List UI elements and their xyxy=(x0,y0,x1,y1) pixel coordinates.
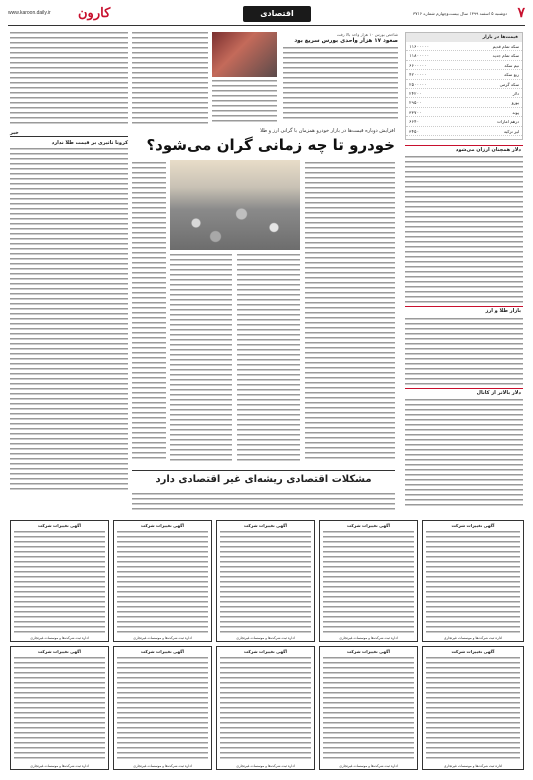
news-kicker: شاخص بورس ۱۰ هزار واحد بالا رفت xyxy=(336,32,398,37)
market-row: سکه گرمی ۲۵۰۰۰۰۰ xyxy=(406,80,522,89)
market-row: دلار ۲۴۲۰۰ xyxy=(406,89,522,98)
article-text xyxy=(170,254,232,462)
ad-text xyxy=(323,531,414,633)
right-column xyxy=(405,145,523,510)
ad-box[interactable] xyxy=(216,646,315,770)
car-market-photo xyxy=(170,160,300,250)
news-photo xyxy=(212,32,277,77)
ad-box[interactable] xyxy=(319,520,418,642)
ad-footer: اداره ثبت شرکت‌ها و موسسات غیرتجاری xyxy=(339,763,398,768)
ad-footer: اداره ثبت شرکت‌ها و موسسات غیرتجاری xyxy=(133,763,192,768)
ad-text xyxy=(14,657,105,761)
side-title-1: کرونا تاثیری بر قیمت طلا ندارد xyxy=(51,140,128,147)
secondary-headline[interactable]: مشکلات اقتصادی ریشه‌ای غیر اقتصادی دارد xyxy=(155,474,372,485)
article-text xyxy=(305,162,395,462)
ad-box[interactable] xyxy=(216,520,315,642)
article-text xyxy=(10,148,128,493)
ad-box[interactable] xyxy=(113,646,212,770)
ad-box[interactable] xyxy=(10,520,109,642)
ad-footer: اداره ثبت شرکت‌ها و موسسات غیرتجاری xyxy=(236,635,295,640)
ad-text xyxy=(14,531,105,633)
market-row: ربع سکه ۴۲۰۰۰۰۰ xyxy=(406,70,522,79)
article-text xyxy=(132,162,166,462)
market-prices-table xyxy=(405,32,523,140)
left-top-column xyxy=(10,32,128,127)
right-box-title-1: دلار همچنان ارزان می‌شود xyxy=(405,145,523,154)
ad-text xyxy=(426,657,520,761)
article-text xyxy=(283,47,398,119)
market-row: سکه تمام جدید ۱۱۸۰۰۰۰۰ xyxy=(406,51,522,60)
ad-title: آگهی تغییرات شرکت xyxy=(141,523,184,528)
right-box-title-2: بازار طلا و ارز xyxy=(405,306,523,315)
market-row: سکه تمام قدیم ۱۱۶۰۰۰۰۰ xyxy=(406,42,522,51)
ad-title: آگهی تغییرات شرکت xyxy=(38,523,81,528)
ad-footer: اداره ثبت شرکت‌ها و موسسات غیرتجاری xyxy=(443,763,503,768)
top-news-left xyxy=(132,32,277,124)
article-text xyxy=(405,399,523,509)
ad-title: آگهی تغییرات شرکت xyxy=(347,649,390,654)
ad-box[interactable] xyxy=(113,520,212,642)
ad-box[interactable] xyxy=(422,520,524,642)
right-box-title-3: دلار بالاتر از کانال xyxy=(405,388,523,397)
ad-title: آگهی تغییرات شرکت xyxy=(244,523,287,528)
ad-footer: اداره ثبت شرکت‌ها و موسسات غیرتجاری xyxy=(30,635,89,640)
article-text xyxy=(132,32,208,124)
article-text xyxy=(212,80,277,124)
main-kicker: افزایش دوباره قیمت‌ها در بازار خودرو همزمان با گرانی ارز و طلا xyxy=(260,128,395,134)
ad-box[interactable] xyxy=(10,646,109,770)
top-news-right xyxy=(283,32,398,124)
ad-title: آگهی تغییرات شرکت xyxy=(347,523,390,528)
ad-box[interactable] xyxy=(422,646,524,770)
market-row: درهم امارات ۶۶۴۰ xyxy=(406,117,522,126)
ad-footer: اداره ثبت شرکت‌ها و موسسات غیرتجاری xyxy=(339,635,398,640)
ad-text xyxy=(426,531,520,633)
classified-ads xyxy=(10,520,524,772)
newspaper-logo: کارون xyxy=(78,6,111,21)
dateline: دوشنبه ۵ اسفند ۱۳۹۹ سال بیست‌وچهارم شماره ۳۷۱۶ xyxy=(413,11,507,16)
ad-footer: اداره ثبت شرکت‌ها و موسسات غیرتجاری xyxy=(133,635,192,640)
article-text xyxy=(132,493,395,513)
ad-text xyxy=(220,531,311,633)
side-title-2: خبر xyxy=(10,130,19,136)
market-row: لیر ترکیه ۳۴۵۰ xyxy=(406,127,522,136)
ad-title: آگهی تغییرات شرکت xyxy=(38,649,81,654)
secondary-story xyxy=(132,470,395,490)
divider xyxy=(10,136,128,137)
ad-text xyxy=(117,657,208,761)
ad-text xyxy=(220,657,311,761)
news-headline[interactable]: صعود ۱۷ هزار واحدی بورس سریع بود xyxy=(294,38,398,44)
ad-box[interactable] xyxy=(319,646,418,770)
ad-title: آگهی تغییرات شرکت xyxy=(451,523,495,528)
article-text xyxy=(405,318,523,388)
market-title: قیمت‌ها در بازار xyxy=(406,33,522,42)
main-headline[interactable]: خودرو تا چه زمانی گران می‌شود؟ xyxy=(146,136,395,154)
market-row: یورو ۲۹۵۰۰ xyxy=(406,98,522,107)
article-text xyxy=(237,254,300,462)
page-header xyxy=(8,4,525,26)
page-number: ۷ xyxy=(517,5,525,21)
ad-title: آگهی تغییرات شرکت xyxy=(451,649,495,654)
article-text xyxy=(10,32,128,127)
site-url[interactable]: www.karoon.daily.ir xyxy=(8,10,51,16)
ad-text xyxy=(117,531,208,633)
ad-footer: اداره ثبت شرکت‌ها و موسسات غیرتجاری xyxy=(236,763,295,768)
article-text xyxy=(405,156,523,306)
market-row: پوند ۳۳۷۰۰ xyxy=(406,108,522,117)
ad-text xyxy=(323,657,414,761)
ad-footer: اداره ثبت شرکت‌ها و موسسات غیرتجاری xyxy=(443,635,503,640)
market-row: نیم سکه ۶۶۰۰۰۰۰ xyxy=(406,61,522,70)
left-column xyxy=(10,130,128,510)
ad-title: آگهی تغییرات شرکت xyxy=(141,649,184,654)
ad-title: آگهی تغییرات شرکت xyxy=(244,649,287,654)
ad-footer: اداره ثبت شرکت‌ها و موسسات غیرتجاری xyxy=(30,763,89,768)
section-title: اقتصادی xyxy=(243,6,311,22)
